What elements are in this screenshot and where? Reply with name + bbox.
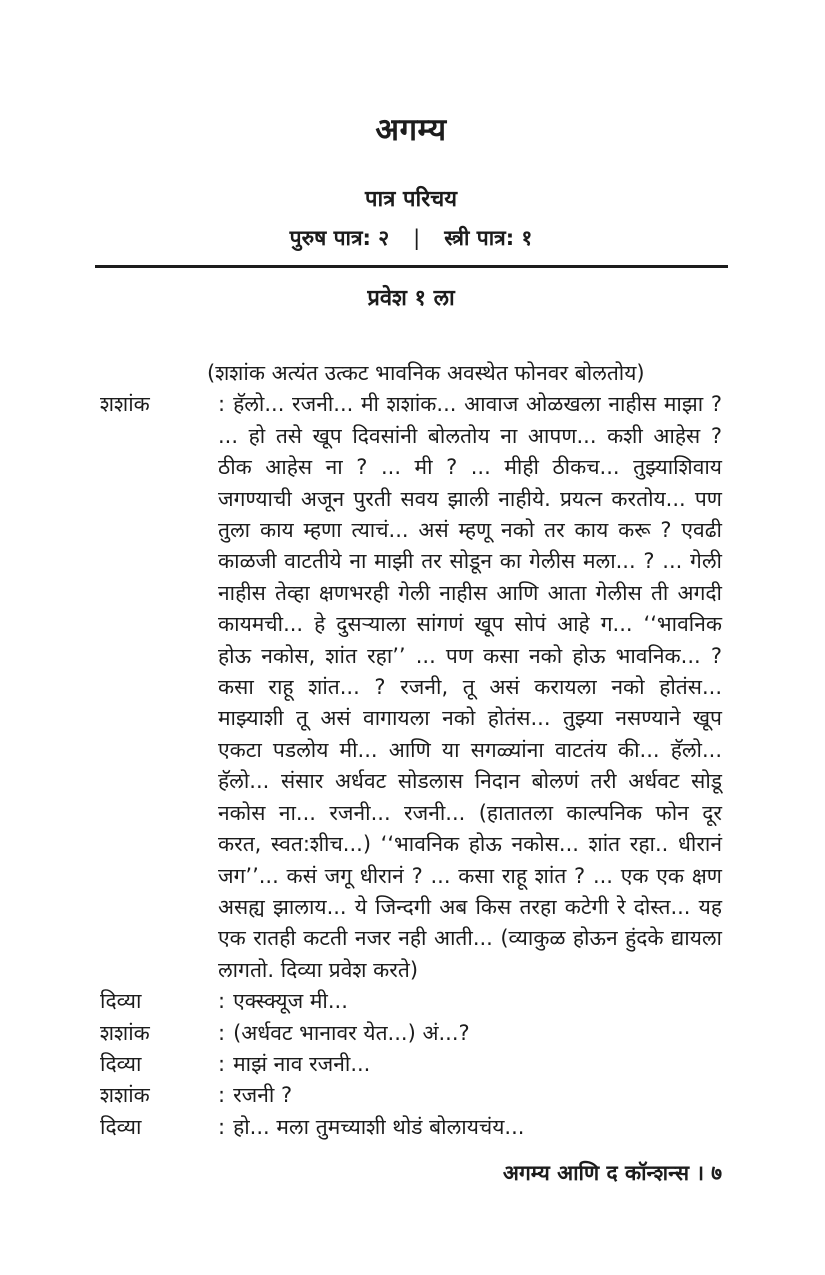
scene-heading: प्रवेश १ ला [367, 286, 455, 311]
speaker-name: दिव्या [100, 1114, 142, 1139]
dialogue-row [100, 986, 722, 1017]
speech [218, 1049, 722, 1080]
speech-text: (अर्धवट भानावर येत...) अं...? [233, 1020, 470, 1045]
cast-line [100, 224, 722, 252]
speaker-name: शशांक [100, 392, 150, 417]
footer-book-title: अगम्य आणि द कॉन्शन्स [502, 1161, 690, 1185]
speaker-name: शशांक [100, 1020, 150, 1045]
speech-colon: : [218, 1051, 226, 1076]
speech [218, 1080, 722, 1111]
speech [218, 986, 722, 1017]
speaker-name: दिव्या [100, 1051, 142, 1076]
speech-text: हो... मला तुमच्याशी थोडं बोलायचंय... [233, 1114, 525, 1139]
footer-page-number: ७ [711, 1161, 722, 1185]
speech-colon: : [218, 1114, 226, 1139]
divider-rule [95, 265, 728, 268]
speech [218, 1112, 722, 1143]
speech-colon: : [218, 1083, 226, 1108]
page-footer [503, 1159, 722, 1187]
female-cast-count: स्त्री पात्र: १ [444, 226, 533, 250]
speech-colon: : [218, 989, 226, 1014]
dialogue-row [100, 389, 722, 986]
cast-separator: | [413, 226, 421, 250]
page-content [100, 0, 722, 1143]
speech-colon: : [218, 392, 226, 417]
speech-text: हॅलो... रजनी... मी शशांक... आवाज ओळखला नाहीस माझा ? ... हो तसे खूप दिवसांनी बोलतोय ना आपण... कशी आहेस ? ठीक आहेस ना ? ... मी ? ... मीही ठीकच... तुझ्याशिवाय जगण्याची अजून पुरती सवय झाली नाहीये. प्रयत्न करतोय... पण तुला काय म्हणा त्याचं... असं म्हणू नको तर काय करू ? एवढी काळजी वाटतीये ना माझी तर सोडून का गेलीस मला... ? ... गेली नाहीस तेव्हा क्षणभरही गेली नाहीस आणि आता गेलीस ती अगदी कायमची... हे दुसऱ्याला सांगणं खूप सोपं आहे ग... ‘‘भावनिक होऊ नकोस, शांत रहा’’ ... पण कसा नको होऊ भावनिक... ? कसा राहू शांत... ? रजनी, तू असं करायला नको होतंस... माझ्याशी तू असं वागायला नको होतंस... तुझ्या नसण्याने खूप एकटा पडलोय मी... आणि या सगळ्यांना वाटतंय की... हॅलो... हॅलो... संसार अर्धवट सोडलास निदान बोलणं तरी अर्धवट सोडू नकोस ना... रजनी... रजनी... (हातातला काल्पनिक फोन दूर करत, स्वत:शीच...) ‘‘भावनिक होऊ नकोस... शांत रहा.. धीरानं जग’’... कसं जगू धीरानं ? ... कसा राहू शांत ? ... एक एक क्षण असह्य झालाय... ये जिन्दगी अब किस तरहा कटेगी रे दोस्त... यह एक रातही कटती नजर नही आती... (व्याकुळ होऊन हुंदके द्यायला लागतो. दिव्या प्रवेश करते) [218, 392, 722, 982]
dialogue-row [100, 1080, 722, 1111]
play-title: अगम्य [375, 112, 447, 148]
speech-text: माझं नाव रजनी... [233, 1051, 371, 1076]
dialogue-row [100, 1018, 722, 1049]
cast-intro-heading: पात्र परिचय [365, 187, 457, 212]
footer-divider: । [696, 1161, 705, 1185]
speaker-name: दिव्या [100, 989, 142, 1014]
speech [218, 389, 722, 986]
speech [218, 1018, 722, 1049]
dialogue-row [100, 1112, 722, 1143]
male-cast-count: पुरुष पात्र: २ [289, 226, 390, 250]
speech-colon: : [218, 1020, 226, 1045]
stage-direction: (शशांक अत्यंत उत्कट भावनिक अवस्थेत फोनवर बोलतोय) [207, 361, 645, 385]
speech-text: एक्स्क्यूज मी... [233, 989, 348, 1014]
speaker-name: शशांक [100, 1083, 150, 1108]
script-body [100, 358, 722, 1143]
speech-text: रजनी ? [233, 1083, 293, 1108]
dialogue-row [100, 1049, 722, 1080]
